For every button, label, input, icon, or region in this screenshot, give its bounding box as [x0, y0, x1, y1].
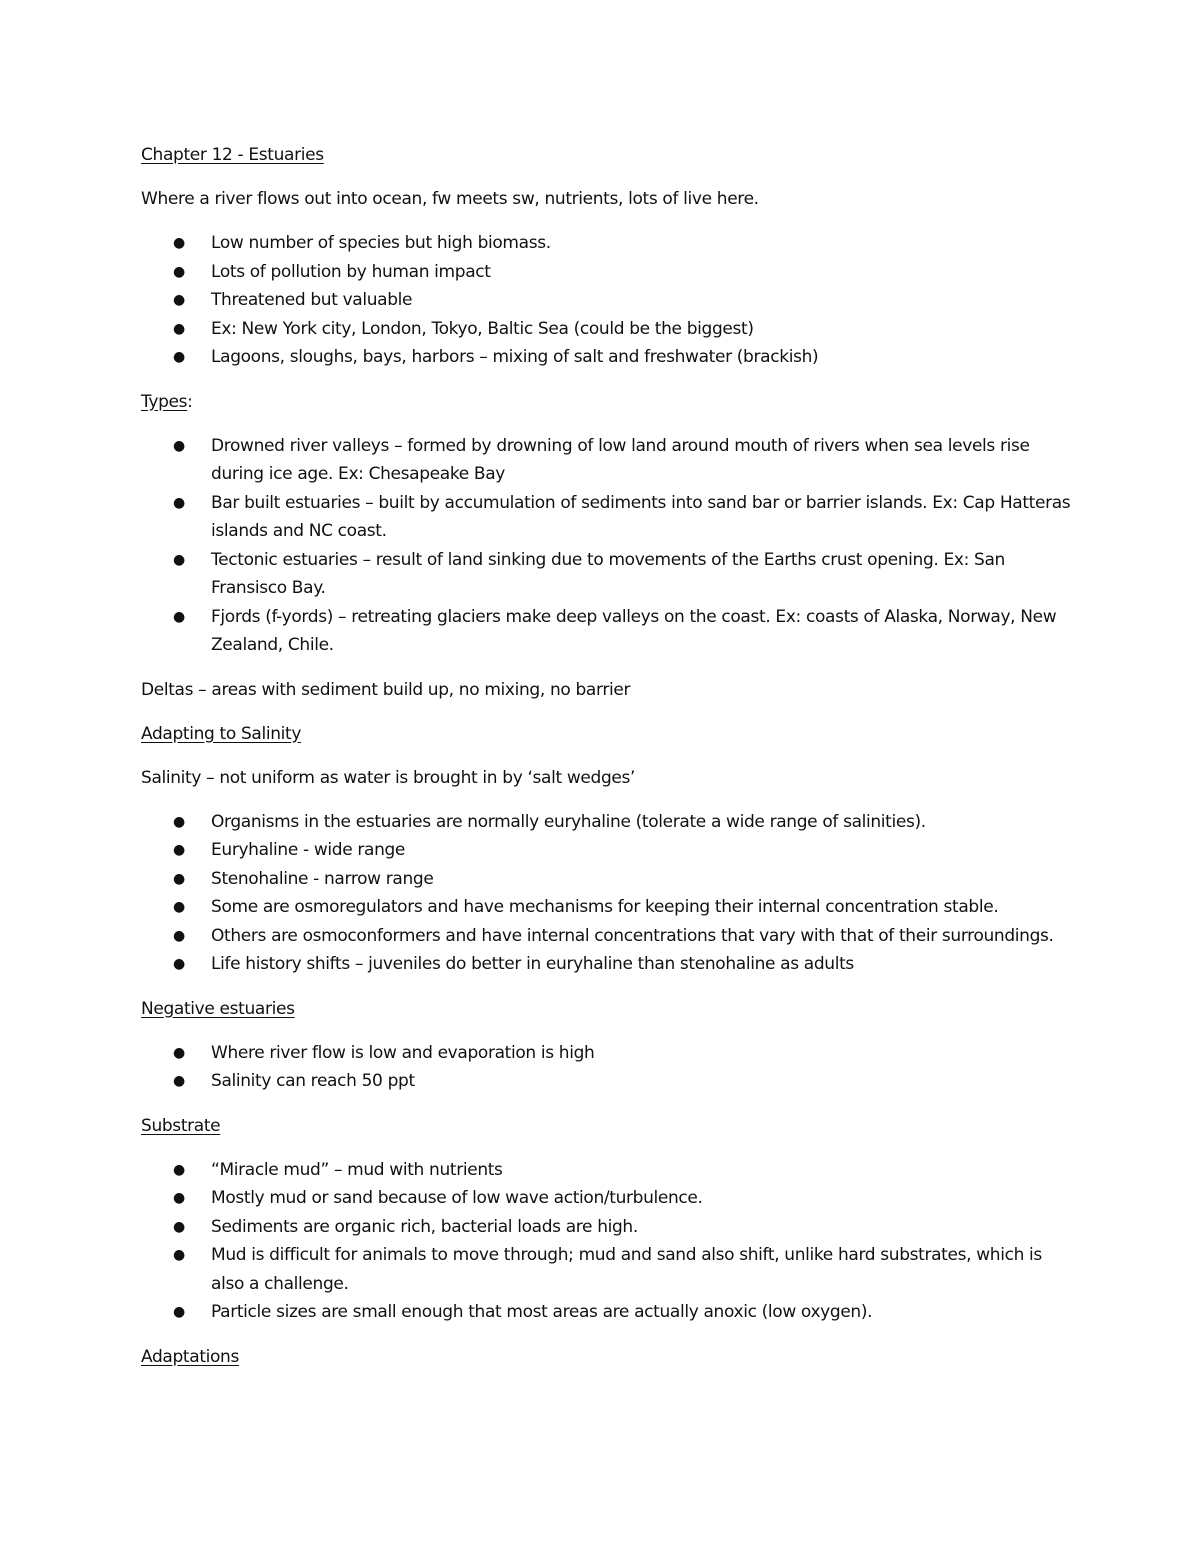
list-item	[141, 1241, 1071, 1298]
bullet-icon: ●	[173, 1190, 185, 1206]
bullet-icon: ●	[173, 292, 185, 308]
list-item	[141, 315, 1071, 344]
bullet-icon: ●	[173, 1304, 185, 1320]
list-item-text: Mostly mud or sand because of low wave action/turbulence.	[211, 1188, 703, 1208]
list-item	[141, 286, 1071, 315]
salinity-intro-paragraph: Salinity – not uniform as water is brought in by ‘salt wedges’	[141, 767, 636, 788]
negative-estuaries-bullet-list	[141, 1039, 1071, 1096]
substrate-bullet-list	[141, 1156, 1071, 1327]
list-item	[141, 865, 1071, 894]
bullet-icon: ●	[173, 813, 185, 830]
list-item	[141, 808, 1071, 837]
bullet-icon: ●	[173, 870, 185, 887]
substrate-heading: Substrate	[141, 1115, 221, 1136]
list-item	[141, 1298, 1071, 1327]
bullet-icon: ●	[173, 551, 185, 568]
list-item-text: Some are osmoregulators and have mechanisms for keeping their internal concentration stable.	[211, 897, 999, 917]
bullet-icon: ●	[173, 263, 185, 280]
list-item	[141, 1213, 1071, 1242]
list-item	[141, 603, 1071, 660]
list-item-text: Threatened but valuable	[211, 290, 413, 310]
bullet-icon: ●	[173, 842, 185, 858]
list-item-text: Bar built estuaries – built by accumulation of sediments into sand bar or barrier islands. Ex: Cap Hatteras islands and NC coast.	[211, 492, 1071, 541]
list-item-text: “Miracle mud” – mud with nutrients	[211, 1159, 503, 1180]
list-item	[141, 1184, 1071, 1213]
list-item	[141, 1067, 1071, 1096]
bullet-icon: ●	[173, 1161, 185, 1178]
intro-bullet-list	[141, 229, 1071, 372]
bullet-icon: ●	[173, 956, 185, 972]
list-item-text: Particle sizes are small enough that most areas are actually anoxic (low oxygen).	[211, 1302, 873, 1322]
list-item-text: Salinity can reach 50 ppt	[211, 1071, 415, 1091]
list-item-text: Lagoons, sloughs, bays, harbors – mixing of salt and freshwater (brackish)	[211, 347, 819, 367]
negative-estuaries-heading: Negative estuaries	[141, 998, 295, 1019]
list-item	[141, 343, 1071, 372]
list-item	[141, 489, 1071, 546]
intro-paragraph: Where a river flows out into ocean, fw meets sw, nutrients, lots of live here.	[141, 189, 759, 209]
list-item	[141, 258, 1071, 287]
list-item-text: Euryhaline - wide range	[211, 840, 406, 860]
deltas-paragraph: Deltas – areas with sediment build up, no mixing, no barrier	[141, 679, 631, 700]
list-item	[141, 1039, 1071, 1068]
list-item	[141, 836, 1071, 865]
bullet-icon: ●	[173, 494, 185, 511]
document-page	[141, 141, 1071, 1387]
list-item	[141, 950, 1071, 979]
bullet-icon: ●	[173, 899, 185, 915]
adaptations-heading: Adaptations	[141, 1346, 239, 1367]
salinity-bullet-list	[141, 808, 1071, 979]
bullet-icon: ●	[173, 1073, 185, 1089]
chapter-title: Chapter 12 - Estuaries	[141, 145, 324, 165]
list-item	[141, 893, 1071, 922]
list-item-text: Tectonic estuaries – result of land sinking due to movements of the Earths crust opening. Ex: San Fransisco Bay.	[211, 549, 1005, 598]
bullet-icon: ●	[173, 1247, 185, 1263]
list-item-text: Lots of pollution by human impact	[211, 261, 491, 282]
list-item-text: Life history shifts – juveniles do better in euryhaline than stenohaline as adults	[211, 954, 854, 974]
list-item	[141, 546, 1071, 603]
list-item-text: Mud is difficult for animals to move through; mud and sand also shift, unlike hard substrates, which is also a challenge.	[211, 1245, 1042, 1294]
bullet-icon: ●	[173, 927, 185, 944]
bullet-icon: ●	[173, 437, 185, 454]
list-item-text: Organisms in the estuaries are normally euryhaline (tolerate a wide range of salinities).	[211, 811, 926, 832]
bullet-icon: ●	[173, 1044, 185, 1061]
salinity-heading: Adapting to Salinity	[141, 723, 302, 744]
bullet-icon: ●	[173, 349, 185, 365]
types-heading-colon: :	[187, 391, 193, 412]
types-bullet-list	[141, 432, 1071, 660]
types-heading-line	[141, 388, 1071, 416]
list-item	[141, 1156, 1071, 1185]
list-item-text: Where river flow is low and evaporation is high	[211, 1042, 595, 1063]
list-item-text: Fjords (f-yords) – retreating glaciers make deep valleys on the coast. Ex: coasts of Alaska, Norway, New Zealand, Chile.	[211, 606, 1057, 655]
bullet-icon: ●	[173, 1218, 185, 1235]
types-heading: Types	[141, 391, 188, 412]
list-item-text: Low number of species but high biomass.	[211, 233, 551, 253]
list-item	[141, 922, 1071, 951]
bullet-icon: ●	[173, 320, 185, 337]
list-item-text: Ex: New York city, London, Tokyo, Baltic Sea (could be the biggest)	[211, 318, 754, 339]
list-item-text: Others are osmoconformers and have internal concentrations that vary with that of their surroundings.	[211, 925, 1054, 946]
list-item-text: Sediments are organic rich, bacterial loads are high.	[211, 1216, 638, 1237]
list-item-text: Drowned river valleys – formed by drowning of low land around mouth of rivers when sea levels rise during ice age. Ex: Chesapeake Bay	[211, 435, 1030, 484]
bullet-icon: ●	[173, 235, 185, 251]
list-item-text: Stenohaline - narrow range	[211, 868, 434, 889]
bullet-icon: ●	[173, 608, 185, 625]
list-item	[141, 432, 1071, 489]
list-item	[141, 229, 1071, 258]
